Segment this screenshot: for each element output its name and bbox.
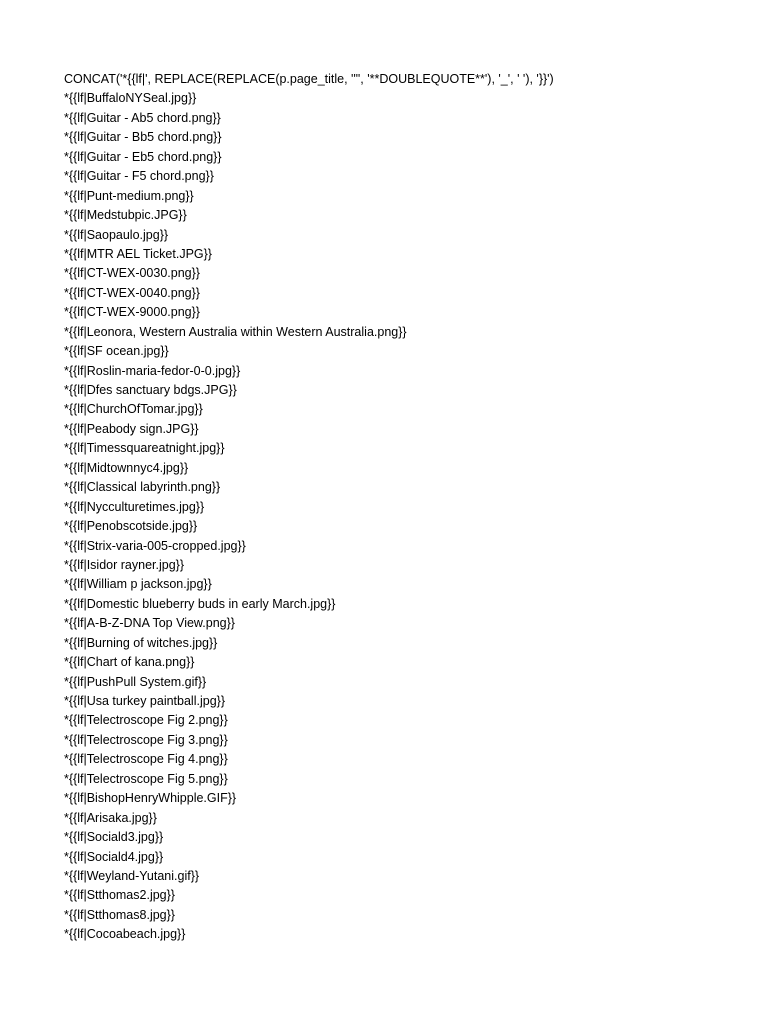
file-link-line: *{{lf|Guitar - F5 chord.png}}: [64, 169, 214, 184]
file-link-line: *{{lf|Weyland-Yutani.gif}}: [64, 868, 200, 883]
file-link-line: *{{lf|Penobscotside.jpg}}: [64, 519, 198, 534]
file-link-line: *{{lf|MTR AEL Ticket.JPG}}: [64, 246, 212, 261]
file-link-line: *{{lf|Chart of kana.png}}: [64, 655, 195, 670]
file-link-line: *{{lf|CT-WEX-9000.png}}: [64, 305, 200, 320]
file-link-line: *{{lf|Saopaulo.jpg}}: [64, 227, 169, 242]
file-link-line: *{{lf|Dfes sanctuary bdgs.JPG}}: [64, 383, 237, 397]
file-link-line: *{{lf|Telectroscope Fig 4.png}}: [64, 752, 228, 767]
file-link-line: *{{lf|Domestic blueberry buds in early March.jpg}}: [64, 596, 336, 611]
file-link-line: *{{lf|Telectroscope Fig 5.png}}: [64, 771, 228, 786]
file-link-line: *{{lf|Classical labyrinth.png}}: [64, 480, 221, 495]
document-body: [64, 70, 754, 945]
file-link-line: *{{lf|Telectroscope Fig 3.png}}: [64, 732, 228, 747]
file-link-line: *{{lf|Nycculturetimes.jpg}}: [64, 499, 205, 514]
file-link-line: *{{lf|Guitar - Bb5 chord.png}}: [64, 130, 222, 145]
file-link-line: *{{lf|Stthomas8.jpg}}: [64, 907, 175, 922]
file-link-line: *{{lf|A-B-Z-DNA Top View.png}}: [64, 616, 235, 631]
file-link-line: *{{lf|William p jackson.jpg}}: [64, 577, 212, 592]
file-link-line: *{{lf|BishopHenryWhipple.GIF}}: [64, 791, 237, 806]
file-link-line: *{{lf|Punt-medium.png}}: [64, 188, 194, 203]
sql-header-line: CONCAT('*{{lf|', REPLACE(REPLACE(p.page_title, '"', '**DOUBLEQUOTE**'), '_', ' '), '}}'): [64, 72, 554, 86]
file-link-line: *{{lf|PushPull System.gif}}: [64, 674, 207, 689]
file-link-line: *{{lf|Burning of witches.jpg}}: [64, 635, 218, 650]
file-link-line: *{{lf|CT-WEX-0030.png}}: [64, 266, 200, 281]
file-link-line: *{{lf|Telectroscope Fig 2.png}}: [64, 713, 228, 728]
file-link-line: *{{lf|Arisaka.jpg}}: [64, 810, 157, 825]
file-link-line: *{{lf|Strix-varia-005-cropped.jpg}}: [64, 538, 246, 553]
file-link-line: *{{lf|Roslin-maria-fedor-0-0.jpg}}: [64, 363, 241, 378]
file-link-line: *{{lf|Guitar - Ab5 chord.png}}: [64, 110, 221, 125]
file-link-line: *{{lf|Usa turkey paintball.jpg}}: [64, 694, 225, 708]
file-link-line: *{{lf|Timessquareatnight.jpg}}: [64, 441, 225, 456]
file-link-line: *{{lf|BuffaloNYSeal.jpg}}: [64, 91, 197, 106]
file-link-list: [64, 89, 754, 944]
file-link-line: *{{lf|Leonora, Western Australia within Western Australia.png}}: [64, 324, 407, 339]
file-link-line: *{{lf|Guitar - Eb5 chord.png}}: [64, 149, 222, 164]
file-link-line: *{{lf|Sociald4.jpg}}: [64, 849, 164, 864]
file-link-line: *{{lf|Medstubpic.JPG}}: [64, 208, 187, 223]
file-link-line: *{{lf|Peabody sign.JPG}}: [64, 421, 199, 436]
file-link-line: *{{lf|ChurchOfTomar.jpg}}: [64, 402, 203, 417]
file-link-line: *{{lf|Midtownnyc4.jpg}}: [64, 460, 189, 475]
file-link-line: *{{lf|CT-WEX-0040.png}}: [64, 285, 200, 300]
file-link-line: *{{lf|SF ocean.jpg}}: [64, 344, 169, 359]
file-link-line: *{{lf|Sociald3.jpg}}: [64, 830, 164, 845]
file-link-line: *{{lf|Isidor rayner.jpg}}: [64, 557, 184, 572]
file-link-line: *{{lf|Stthomas2.jpg}}: [64, 888, 175, 903]
file-link-line: *{{lf|Cocoabeach.jpg}}: [64, 927, 186, 942]
